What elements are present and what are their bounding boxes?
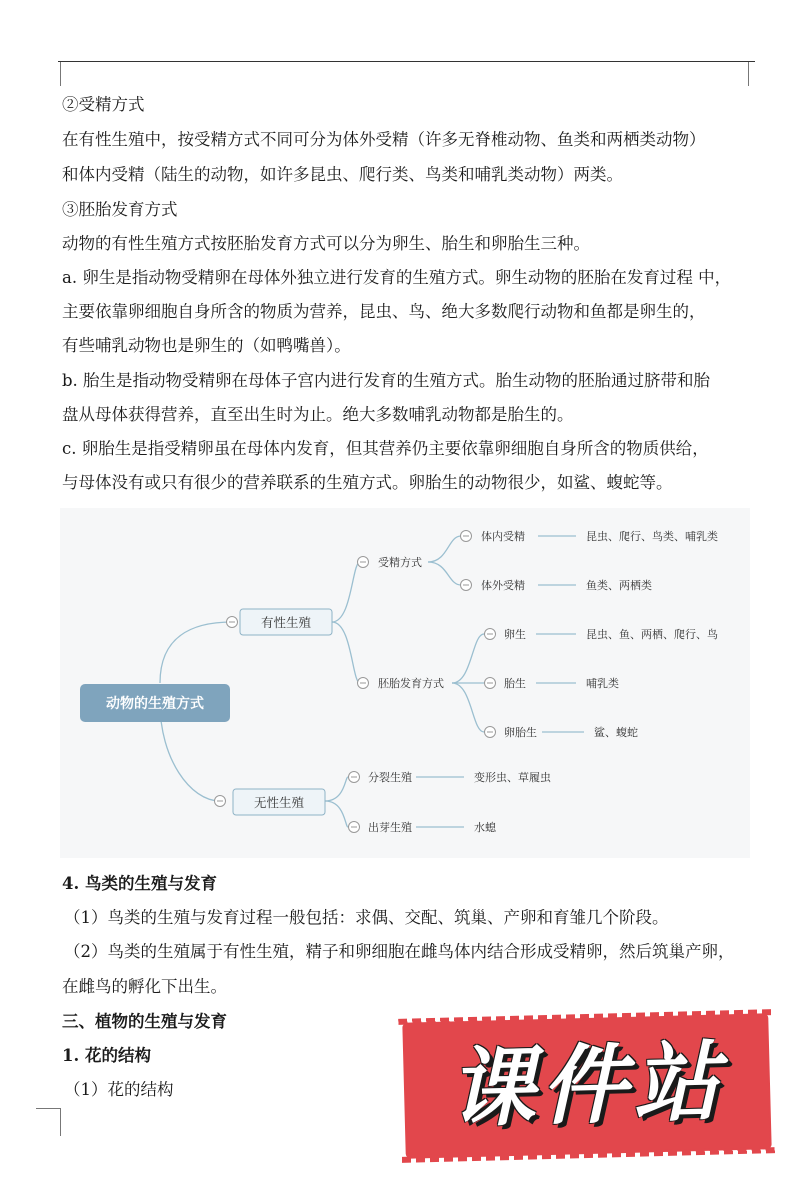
crop-mark-bottom-left-v	[60, 1108, 61, 1136]
crop-mark-top-left	[60, 62, 61, 86]
watermark-stamp	[404, 1015, 769, 1156]
ovoviviparous-examples: 鲨、蝮蛇	[594, 726, 638, 739]
text-line: （2）鸟类的生殖属于有性生殖，精子和卵细胞在雌鸟体内结合形成受精卵，然后筑巢产卵，	[64, 942, 735, 961]
crop-mark-top-right	[748, 62, 749, 86]
root-node-label: 动物的生殖方式	[106, 696, 204, 712]
text-line: 在雌鸟的孵化下出生。	[62, 977, 227, 996]
header-rule	[58, 61, 755, 62]
text-line: 有些哺乳动物也是卵生的（如鸭嘴兽）。	[62, 336, 351, 355]
subsection-heading-flower: 1. 花的结构	[62, 1046, 151, 1065]
section-heading-plants: 三、植物的生殖与发育	[62, 1012, 227, 1031]
embryo-development-node[interactable]: 胚胎发育方式	[378, 677, 444, 690]
fission-node[interactable]: 分裂生殖	[368, 771, 412, 784]
crop-mark-bottom-left-h	[36, 1108, 60, 1109]
external-fertilization-node[interactable]: 体外受精	[481, 579, 525, 592]
text-line: a. 卵生是指动物受精卵在母体外独立进行发育的生殖方式。卵生动物的胚胎在发育过程 中，	[62, 268, 732, 287]
section-heading-birds: 4. 鸟类的生殖与发育	[62, 874, 217, 893]
reproduction-mind-map	[60, 508, 750, 858]
external-fertilization-examples: 鱼类、两栖类	[586, 579, 652, 592]
viviparous-node[interactable]: 胎生	[504, 677, 526, 690]
watermark-text: 课件站	[447, 1032, 727, 1140]
text-line: 与母体没有或只有很少的营养联系的生殖方式。卵胎生的动物很少，如鲨、蝮蛇等。	[62, 473, 673, 492]
text-line: （1）花的结构	[64, 1080, 174, 1099]
text-line-fertilization-heading: ②受精方式	[62, 95, 145, 114]
internal-fertilization-node[interactable]: 体内受精	[481, 530, 525, 543]
text-line: c. 卵胎生是指受精卵虽在母体内发育，但其营养仍主要依靠卵细胞自身所含的物质供给，	[62, 439, 709, 458]
text-line: 动物的有性生殖方式按胚胎发育方式可以分为卵生、胎生和卵胎生三种。	[62, 234, 590, 253]
oviparous-examples: 昆虫、鱼、两栖、爬行、鸟	[586, 628, 718, 641]
budding-node[interactable]: 出芽生殖	[368, 821, 412, 834]
viviparous-examples: 哺乳类	[586, 677, 619, 690]
text-line: 在有性生殖中，按受精方式不同可分为体外受精（许多无脊椎动物、鱼类和两栖类动物）	[62, 130, 706, 149]
asexual-reproduction-label: 无性生殖	[253, 795, 305, 810]
text-line: 和体内受精（陆生的动物，如许多昆虫、爬行类、鸟类和哺乳类动物）两类。	[62, 165, 623, 184]
text-line-embryo-heading: ③胚胎发育方式	[62, 200, 178, 219]
fission-examples: 变形虫、草履虫	[474, 771, 551, 784]
budding-examples: 水螅	[474, 821, 496, 834]
sexual-reproduction-label: 有性生殖	[260, 615, 312, 630]
text-line: 主要依靠卵细胞自身所含的物质为营养，昆虫、鸟、绝大多数爬行动物和鱼都是卵生的，	[62, 302, 706, 321]
internal-fertilization-examples: 昆虫、爬行、鸟类、哺乳类	[586, 530, 718, 543]
text-line: 盘从母体获得营养，直至出生时为止。绝大多数哺乳动物都是胎生的。	[62, 405, 574, 424]
oviparous-node[interactable]: 卵生	[504, 628, 526, 641]
text-line: b. 胎生是指动物受精卵在母体子宫内进行发育的生殖方式。胎生动物的胚胎通过脐带和胎	[62, 371, 711, 390]
text-line: （1）鸟类的生殖与发育过程一般包括：求偶、交配、筑巢、产卵和育雏几个阶段。	[64, 908, 669, 927]
ovoviviparous-node[interactable]: 卵胎生	[504, 726, 537, 739]
fertilization-method-node[interactable]: 受精方式	[378, 556, 422, 569]
